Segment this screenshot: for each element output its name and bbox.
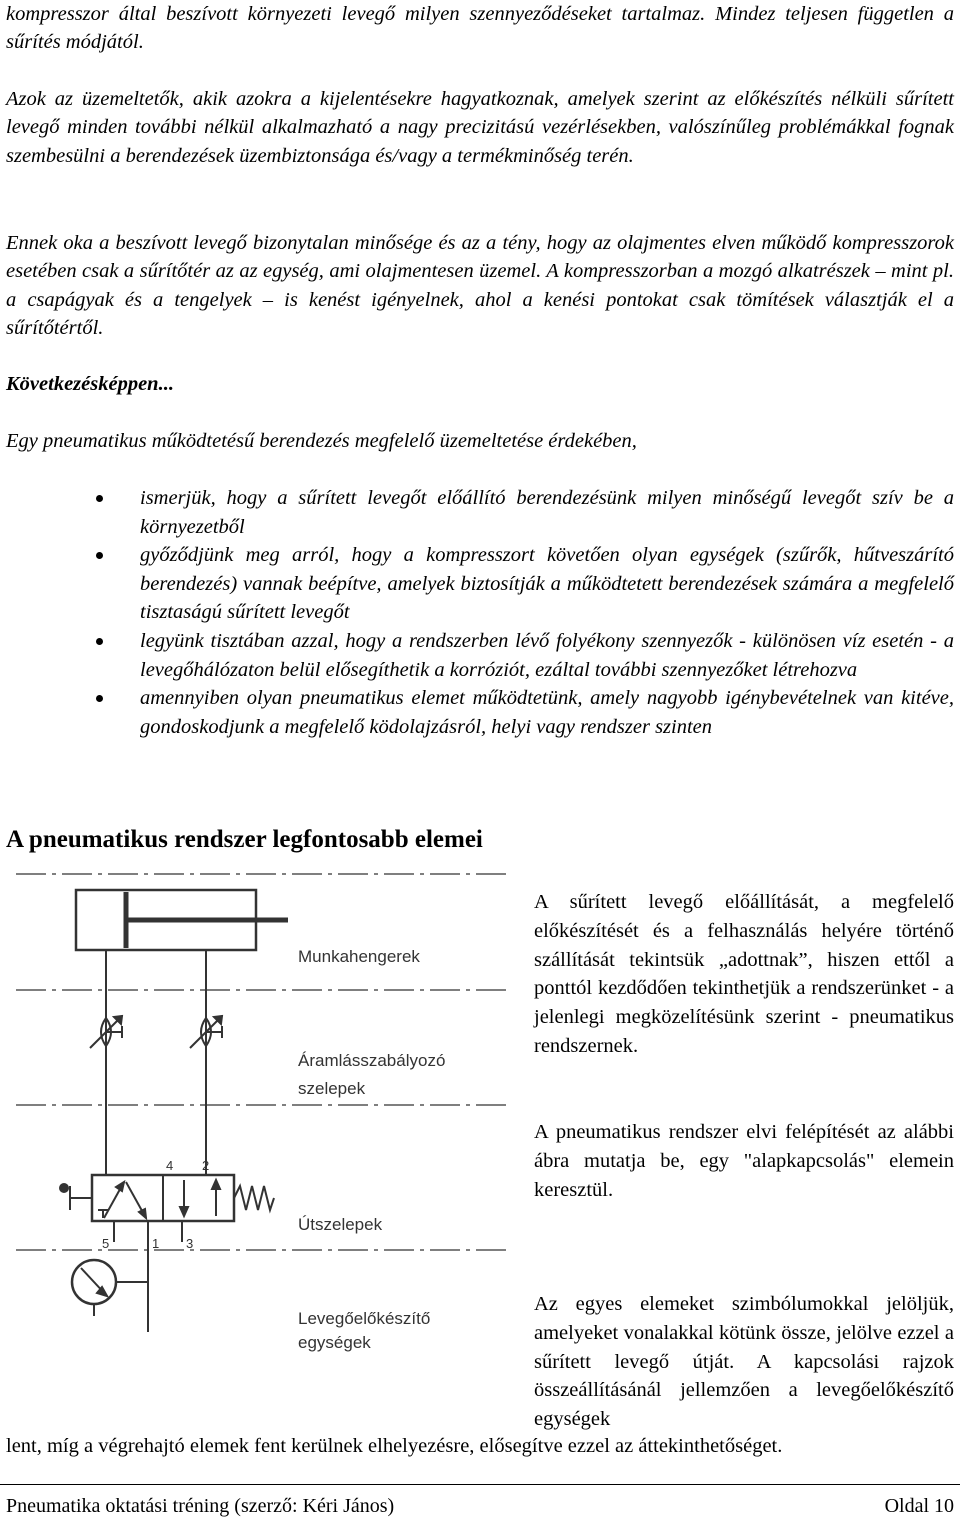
requirements-list: [96, 484, 954, 741]
port-label-5: 5: [102, 1236, 110, 1251]
page-number: Oldal 10: [884, 1495, 954, 1517]
bullet-icon: [96, 552, 103, 559]
intro-sentence: Egy pneumatikus működtetésű berendezés megfelelő üzemeltetése érdekében,: [6, 430, 637, 452]
closing-line: lent, míg a végrehajtó elemek fent kerülnek elhelyezésre, elősegítve ezzel az áttekinthetőséget.: [6, 1435, 783, 1457]
list-item: győződjünk meg arról, hogy a kompresszort követően olyan egységek (szűrők, hűtveszárító berendezés) vannak beépítve, amelyek biztosítják a működtetett berendezések számára a megfelelő tisztaságú sűrített levegőt: [96, 541, 954, 627]
port-label-1: 1: [152, 1236, 160, 1251]
list-item: amennyiben olyan pneumatikus elemet működtetünk, amely nagyobb igénybevételnek van kitéve, gondoskodjunk a megfelelő ködolajzásról, helyi vagy rendszer szinten: [96, 684, 954, 741]
footer-divider: [0, 1484, 960, 1485]
port-label-4: 4: [166, 1158, 174, 1173]
section-heading: A pneumatikus rendszer legfontosabb elemei: [6, 826, 483, 853]
paragraph-operators: Azok az üzemeltetők, akik azokra a kijelentésekre hagyatkoznak, amelyek szerint az előkészítés nélküli sűrített levegő minden további nélkül alkalmazható a nagy precizitású vezérlésekben, valószínűleg problémákkal fognak szembesülni a berendezések üzembiztonsága és/vagy a termékminőség terén.: [6, 88, 954, 167]
list-item: ismerjük, hogy a sűrített levegőt előállító berendezésünk milyen minőségű levegőt szív be a környezetből: [96, 484, 954, 541]
label-directional-valves: Útszelepek: [298, 1215, 383, 1234]
bullet-icon: [96, 638, 103, 645]
list-item: legyünk tisztában azzal, hogy a rendszerben lévő folyékony szennyezők - különösen víz esetén - a levegőhálózaton belül elősegíthetik a korróziót, ezáltal további szennyezőket létrehozva: [96, 627, 954, 684]
top-paragraph: kompresszor által beszívott környezeti levegő milyen szennyeződéseket tartalmaz. Mindez teljesen független a sűrítés módjától.: [6, 3, 954, 54]
footer: [6, 1492, 954, 1520]
label-cylinder: Munkahengerek: [298, 947, 420, 966]
bullet-icon: [96, 495, 103, 502]
bullet-icon: [96, 695, 103, 702]
right-paragraph-3: Az egyes elemeket szimbólumokkal jelöljük, amelyeket vonalakkal kötünk össze, jelölve ezzel a sűrített levegő útját. A kapcsolási rajzok összeállításánál jellemzően a levegőelőkészítő egységek: [534, 1293, 954, 1431]
footer-title: Pneumatika oktatási tréning (szerző: Kéri János): [6, 1495, 395, 1517]
consequence-label: Következésképpen...: [6, 373, 174, 395]
label-air-prep-2: egységek: [298, 1333, 371, 1352]
port-label-2: 2: [202, 1158, 210, 1173]
paragraph-reason: Ennek oka a beszívott levegő bizonytalan minősége és az a tény, hogy az olajmentes elven működő kompresszorok esetében csak a sűrítőtér az az egység, ami olajmentesen üzemel. A kompresszorban a mozgó alkatrészek – mint pl. a csapágyak és a tengelyek – is kenést igényelnek, ahol a kenési pontokat csak tömítések választják el a sűrítőtértől.: [6, 232, 954, 340]
label-air-prep-1: Levegőelőkészítő: [298, 1309, 431, 1328]
label-flow-valves-2: szelepek: [298, 1079, 366, 1098]
port-label-3: 3: [186, 1236, 194, 1251]
pneumatic-circuit-diagram: [6, 870, 518, 1352]
right-paragraph-2: A pneumatikus rendszer elvi felépítését az alábbi ábra mutatja be, egy "alapkapcsolás" elemein keresztül.: [534, 1121, 954, 1201]
label-flow-valves-1: Áramlásszabályozó: [298, 1051, 446, 1070]
right-paragraph-1: A sűrített levegő előállítását, a megfelelő előkészítését és a felhasználás helyére történő szállítását tekintsük „adottnak”, hiszen ettől a ponttól kezdődően tekinthetjük a rendszerünket - a jelenlegi megközelítésünk szerint - pneumatikus rendszernek.: [534, 891, 954, 1057]
